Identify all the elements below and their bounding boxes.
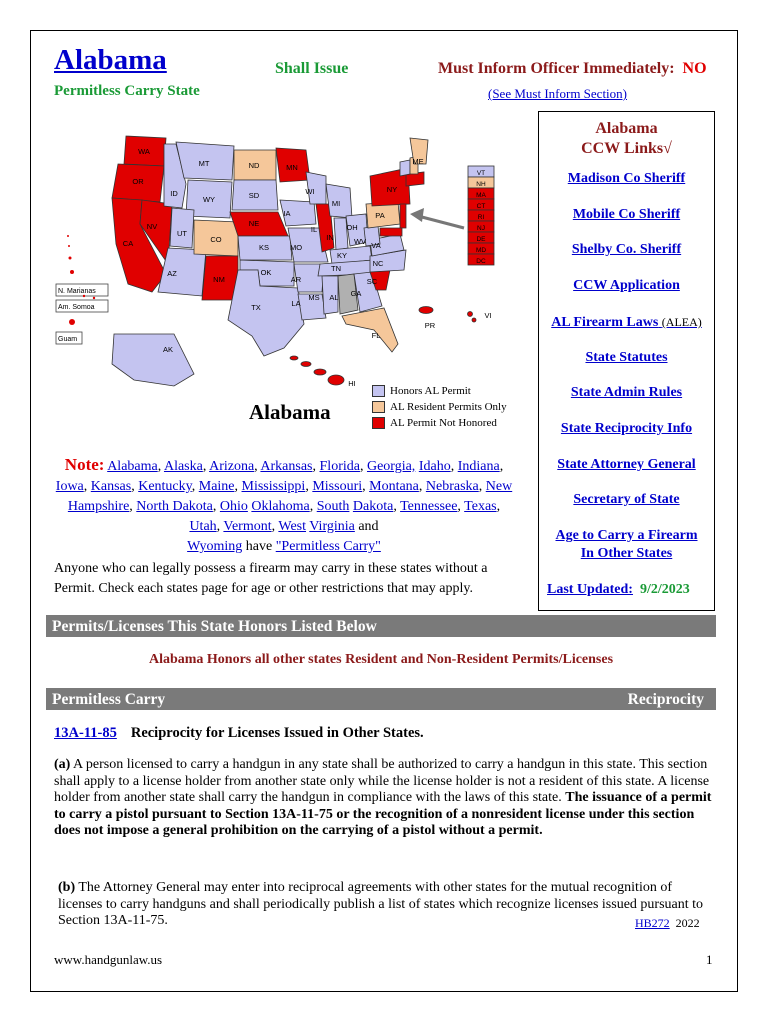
map-state-hi (290, 356, 344, 385)
map-label: NH (476, 181, 486, 188)
note-state-link[interactable]: Kansas (90, 479, 132, 494)
note-state-link[interactable]: South (316, 499, 350, 514)
legend-label: AL Permit Not Honored (390, 417, 497, 429)
note-state-link[interactable]: Missouri (312, 479, 363, 494)
map-label: OR (132, 177, 144, 186)
map-label: CA (122, 239, 134, 248)
para-a-label: (a) (54, 757, 71, 772)
para-b-text: The Attorney General may enter into reciprocal agreements with other states for the mutual recognition of licenses to carry handguns and shall periodically publish a list of states which recognize licenses issued pursuant to Section 13A-11-75. (58, 880, 704, 929)
map-label: IN (326, 233, 334, 242)
must-inform-value: NO (682, 60, 707, 77)
paragraph-a (54, 757, 716, 840)
note-state-link[interactable]: Indiana (457, 459, 500, 474)
sidebar-link-mobile[interactable]: Mobile Co Sheriff (572, 207, 681, 222)
map-label: AL (329, 293, 339, 302)
sidebar-title-state: Alabama (595, 120, 658, 137)
map-label: ND (248, 161, 260, 170)
note-state-link[interactable]: Alaska (163, 459, 203, 474)
sidebar-link-ccw-application[interactable]: CCW Application (573, 278, 680, 293)
note-state-link[interactable]: Arkansas (260, 459, 313, 474)
map-label: IA (283, 209, 291, 218)
note-state-link[interactable]: New (485, 479, 513, 494)
map-label: WV (353, 237, 367, 246)
map-label: MS (308, 293, 320, 302)
map-label: MT (198, 159, 210, 168)
map-label: TX (251, 303, 261, 312)
paragraph-b (58, 880, 716, 930)
hb-year: 2022 (675, 916, 700, 930)
legend-label: Honors AL Permit (390, 385, 471, 397)
note-state-link[interactable]: Wyoming (187, 539, 243, 554)
note-explanation: Anyone who can legally possess a firearm may carry in these states without a Permit. Check each states page for age or other restrictions that may apply. (54, 561, 488, 596)
map-label: VT (476, 170, 486, 177)
map-label: RI (477, 214, 485, 221)
note-state-link[interactable]: Idaho (418, 459, 451, 474)
map-state-ut (170, 208, 194, 248)
must-inform-label (438, 60, 707, 78)
map-state-ak (112, 334, 194, 386)
map-label: NE (248, 219, 260, 228)
map-label: ME (412, 157, 424, 166)
statute-heading (54, 725, 424, 742)
note-state-link[interactable]: Montana (369, 479, 419, 494)
map-label: MI (331, 199, 341, 208)
permitless-note: Note: Alabama, Alaska, Arizona, Arkansas, Florida, Georgia, Idaho, Indiana, Iowa, Kansas, Kentucky, Maine, Mississippi, Missouri, Montana, Nebraska, New Hampshire, North Dakota, Ohio Oklahoma, South Dakota, Tennessee, Texas, Utah, Vermont, West Virginia and Wyoming have "Permitless Carry" (55, 455, 513, 554)
statute-title: Reciprocity for Licenses Issued in Other States. (130, 725, 424, 741)
map-label: NY (386, 185, 398, 194)
permitless-label: Permitless Carry State (54, 83, 200, 99)
sidebar-link-reciprocity-info[interactable]: State Reciprocity Info (560, 421, 693, 436)
note-state-link[interactable]: Florida (319, 459, 360, 474)
legend-item (372, 383, 507, 399)
note-state-link[interactable]: Ohio (219, 499, 248, 514)
map-label: WY (202, 195, 216, 204)
map-title: Alabama (249, 400, 331, 424)
note-state-link[interactable]: Texas (464, 499, 497, 514)
footer-page-number: 1 (706, 952, 713, 967)
map-label: VI (484, 311, 492, 320)
note-state-link[interactable]: Dakota (352, 499, 394, 514)
permitless-reciprocity-bar (46, 688, 716, 710)
map-state-vt (400, 160, 410, 176)
permitless-carry-link[interactable]: "Permitless Carry" (275, 539, 381, 554)
map-label: TN (331, 264, 341, 273)
map-label: MN (286, 163, 298, 172)
note-prefix: Note: (64, 455, 105, 474)
note-state-link[interactable]: Utah (189, 519, 217, 534)
note-state-link[interactable]: Oklahoma (251, 499, 310, 514)
map-label: MD (475, 247, 487, 254)
map-label: NC (372, 259, 384, 268)
sidebar-link-attorney-general[interactable]: State Attorney General (557, 457, 696, 472)
map-label: SD (248, 191, 260, 200)
note-state-link[interactable]: Virginia (309, 519, 355, 534)
must-inform-text: Must Inform Officer Immediately: (438, 60, 675, 77)
sidebar-link-madison[interactable]: Madison Co Sheriff (567, 171, 686, 186)
note-state-link[interactable]: North Dakota (136, 499, 213, 514)
sidebar-title-links: CCW Links√ (581, 140, 672, 157)
map-label: PR (424, 321, 436, 330)
map-label: CT (476, 203, 486, 210)
firearm-laws-label[interactable]: AL Firearm Laws (551, 315, 659, 330)
map-state-nj (400, 204, 406, 228)
para-a-bold: The issuance of a permit to carry a pistol pursuant to Section 13A-11-75 or the recognition of a nonresident license under this section does not impose a general prohibition on the carrying of a pistol without a permit. (54, 790, 712, 839)
map-label: HI (348, 379, 356, 388)
map-label: VA (371, 241, 381, 250)
map-label: Am. Somoa (58, 304, 95, 311)
note-state-link[interactable]: Kentucky (138, 479, 192, 494)
hb-link[interactable]: HB272 (635, 916, 670, 930)
see-inform-link[interactable]: (See Must Inform Section) (488, 86, 628, 101)
note-state-link[interactable]: Maine (198, 479, 235, 494)
note-state-link[interactable]: Hampshire (67, 499, 130, 514)
map-label: AZ (167, 269, 177, 278)
map-label: KY (336, 251, 348, 260)
permits-honored-bar: Permits/Licenses This State Honors Listed Below (46, 615, 716, 637)
map-label: WI (305, 187, 315, 196)
legend-swatch (372, 417, 385, 429)
map-state-fl (342, 308, 398, 352)
note-state-link[interactable]: Tennessee (400, 499, 458, 514)
alea-suffix: (ALEA) (661, 315, 702, 329)
note-and: and (358, 519, 379, 534)
map-label: KS (258, 243, 270, 252)
reciprocity-bar-label: Reciprocity (627, 691, 704, 708)
ccw-links-box (538, 111, 715, 611)
ne-pointer-arrow (410, 208, 464, 228)
sidebar-link-state-statutes[interactable]: State Statutes (585, 350, 668, 365)
sidebar-link-shelby[interactable]: Shelby Co. Sheriff (571, 242, 682, 257)
sidebar-link-admin-rules[interactable]: State Admin Rules (570, 385, 683, 400)
last-updated-date: 9/2/2023 (639, 582, 690, 597)
legend-item (372, 415, 507, 431)
map-label: LA (291, 299, 301, 308)
map-label: FL (371, 331, 381, 340)
map-label: PA (375, 211, 385, 220)
map-label: DC (476, 258, 486, 265)
map-label: UT (177, 229, 187, 238)
hb-reference (635, 916, 700, 931)
note-state-link[interactable]: Arizona (209, 459, 255, 474)
note-state-link[interactable]: Mississippi (241, 479, 306, 494)
legend-label: AL Resident Permits Only (390, 401, 507, 413)
last-updated-label: Last Updated: (547, 582, 633, 597)
para-a-text: A person licensed to carry a handgun in any state shall be authorized to carry a handgun in this state. This section shall apply to a license holder from another state only while the license holder is not a resident of this state. A license holder from another state shall carry the handgun in compliance with the laws of this state. (54, 757, 710, 806)
map-label: WA (138, 147, 150, 156)
map-label: ID (170, 189, 178, 198)
last-updated (547, 582, 690, 598)
map-label: NJ (477, 225, 485, 232)
note-state-link[interactable]: Alabama (107, 459, 158, 474)
shall-issue-label: Shall Issue (275, 60, 349, 77)
map-label: CO (210, 235, 222, 244)
honors-statement: Alabama Honors all other states Resident and Non-Resident Permits/Licenses (148, 652, 614, 667)
map-label: IL (310, 225, 318, 234)
permitless-bar-label: Permitless Carry (52, 691, 166, 708)
legend-item (372, 399, 507, 415)
legend-swatch (372, 385, 385, 397)
map-label: DE (476, 236, 486, 243)
map-vi (468, 312, 477, 323)
para-b-label: (b) (58, 880, 76, 895)
map-label: Guam (58, 336, 78, 343)
map-legend (372, 383, 507, 431)
map-label: N. Marianas (58, 288, 96, 295)
state-title-link[interactable]: Alabama (54, 44, 167, 76)
note-state-link[interactable]: West (278, 519, 307, 534)
statute-link[interactable]: 13A-11-85 (54, 725, 117, 741)
map-label: AR (290, 275, 302, 284)
note-state-link[interactable]: Nebraska (425, 479, 479, 494)
sidebar-link-age-to-carry[interactable]: Age to Carry a Firearm In Other States (555, 528, 698, 561)
footer-site: www.handgunlaw.us (54, 952, 163, 967)
map-label: SC (366, 277, 378, 286)
map-state-md (380, 228, 402, 236)
note-state-link[interactable]: Iowa (55, 479, 84, 494)
map-pr (419, 307, 433, 314)
map-label: NM (213, 275, 225, 284)
legend-swatch (372, 401, 385, 413)
map-label: MO (289, 243, 303, 252)
sidebar-link-secretary-of-state[interactable]: Secretary of State (573, 492, 680, 507)
map-label: NV (146, 222, 158, 231)
map-label: OK (260, 268, 272, 277)
note-state-link[interactable]: Vermont (223, 519, 272, 534)
note-state-link[interactable]: Georgia, (366, 459, 416, 474)
note-have: have (245, 539, 273, 554)
sidebar-link-firearm-laws[interactable] (539, 313, 714, 332)
map-label: OH (346, 223, 358, 232)
map-label: MA (476, 192, 486, 199)
map-label: GA (350, 289, 362, 298)
map-label: AK (162, 345, 174, 354)
